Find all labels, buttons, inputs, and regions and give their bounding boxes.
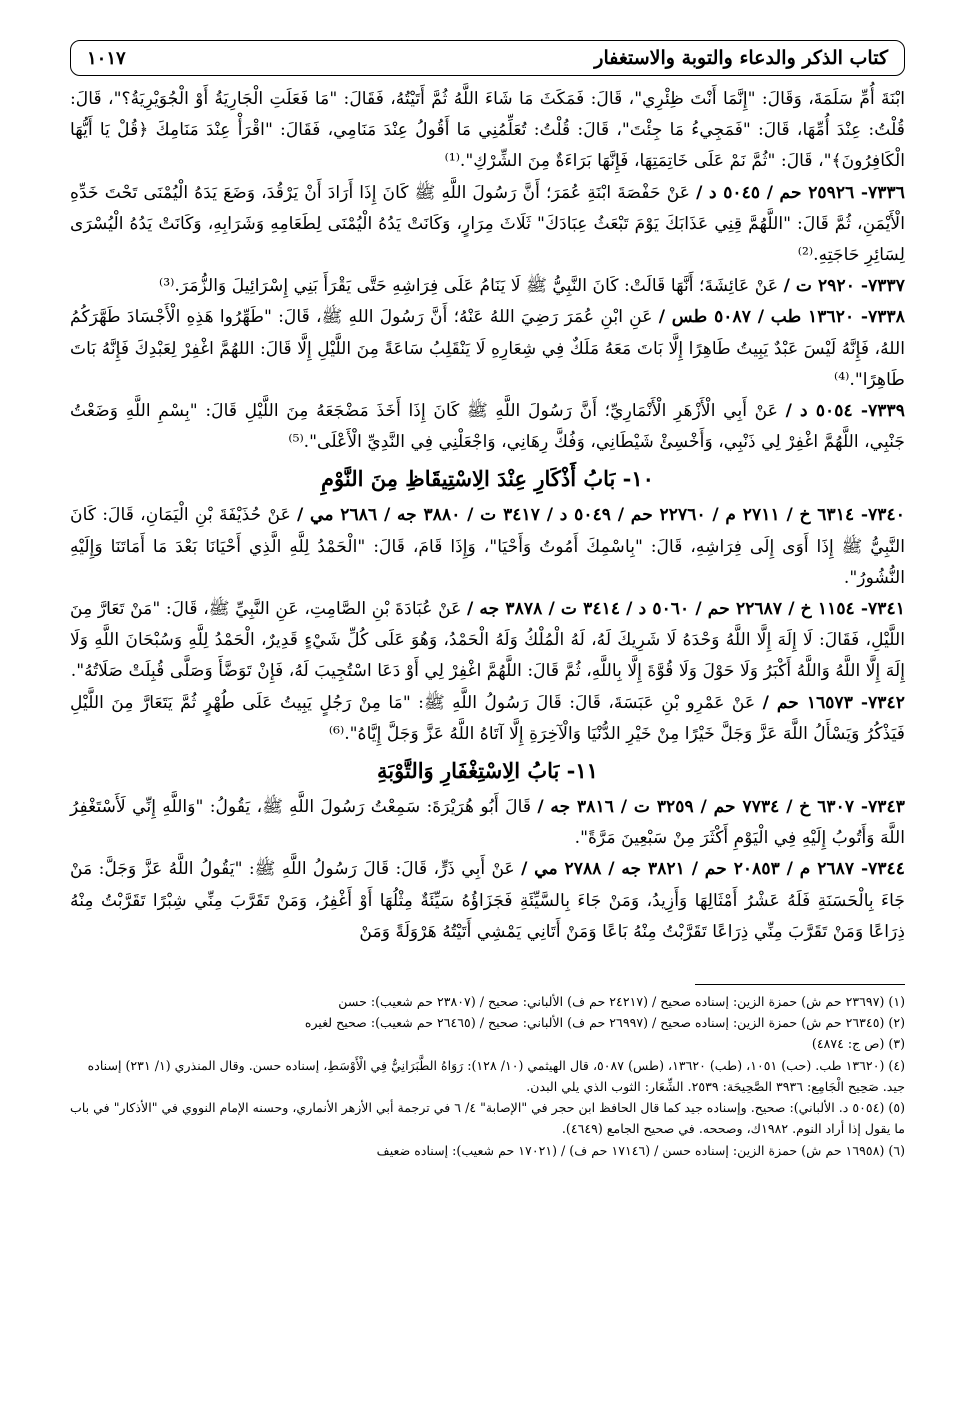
hadith-7336 bbox=[70, 178, 905, 272]
hadith-text: عَنْ أَبِي ذَرٍّ، قَالَ: قَالَ رَسُولُ اللَّهِ ﷺ: "يَقُولُ اللَّهُ عَزَّ وَجَلَّ: مَنْ جَاءَ بِالْحَسَنَةِ فَلَهُ عَشْرُ أَمْثَالِهَا وَأَزِيدُ، وَمَنْ جَاءَ بِالسَّيِّئَةِ فَجَزَاؤُهُ سَيِّئَةٌ مِثْلُهَا أَوْ أَغْفِرُ، وَمَنْ تَقَرَّبَ مِنِّي شِبْرًا تَقَرَّبْتُ مِنْهُ ذِرَاعًا وَمَنْ تَقَرَّبَ مِنِّي ذِرَاعًا تَقَرَّبْتُ مِنْهُ بَاعًا وَمَنْ أَتَانِي يَمْشِي أَتَيْتُهُ هَرْوَلَةً وَمَنْ bbox=[70, 859, 905, 942]
hadith-text: عَنْ حُذَيْفَةَ بْنِ الْيَمَانِ، قَالَ: كَانَ النَّبِيُّ ﷺ إِذَا أَوَى إِلَى فِرَاشِهِ، قَالَ: "بِاسْمِكَ أَمُوتُ وَأَحْيَا"، وَإِذَا قَامَ، قَالَ: "الْحَمْدُ لِلَّهِ الَّذِي أَحْيَانَا بَعْدَ مَا أَمَاتَنَا وَإِلَيْهِ النُّشُورُ". bbox=[70, 505, 905, 588]
hadith-7340 bbox=[70, 500, 905, 594]
footnote-6: (٦) (١٦٩٥٨ حم ش) حمزة الزين: إسناده حسن / (١٧١٤٦ حم ف) / (١٧٠٢١ حم شعيب): إسناده ضعيف bbox=[376, 1142, 905, 1158]
hadith-text: عَنْ عَائِشَةَ؛ أَنَّهَا قَالَتْ: كَانَ النَّبِيُّ ﷺ لَا يَنَامُ عَلَى فِرَاشِهِ حَتَّى يَقْرَأَ بَنِي إِسْرَائِيلَ وَالزُّمَرَ.⁽³⁾ bbox=[159, 276, 784, 297]
hadith-text: ابْنَةَ أُمِّ سَلَمَةَ، وَقَالَ: "إِنَّمَا أَنْتَ ظِئْرِي"، قَالَ: فَمَكَثَ مَا شَاءَ اللَّهُ ثُمَّ أَتَيْتُهُ، فَقَالَ: "مَا فَعَلَتِ الْجَارِيَةُ أَوْ الْجُوَيْرِيَةُ؟"، قَالَ: قُلْتُ: عِنْدَ أُمِّهَا، قَالَ: "فَمَجِيءُ مَا جِئْتَ"، قَالَ: قُلْتُ: تُعَلِّمُنِي مَا أَقُولُ عِنْدَ مَنَامِي، فَقَالَ: "اقْرَأْ عِنْدَ مَنَامِكَ ﴿قُلْ يَا أَيُّهَا الْكَافِرُونَ﴾"، قَالَ: "ثُمَّ نَمْ عَلَى خَاتِمَتِهَا، فَإِنَّهَا بَرَاءَةٌ مِنَ الشِّرْكِ".⁽¹⁾ bbox=[70, 89, 905, 172]
page bbox=[70, 40, 905, 1161]
hadith-number: ٧٣٤٠- ٦٣١٤ خ / ٢٧١١ م / ٢٢٧٦٠ حم / ٥٠٤٩ د / ٣٤١٧ ت / ٣٨٨٠ جه / ٢٦٨٦ مي / bbox=[297, 505, 905, 526]
hadith-number: ٧٣٣٧- ٢٩٢٠ ت / bbox=[783, 276, 905, 297]
hadith-7337 bbox=[70, 271, 905, 302]
hadith-text: عَنْ عَمْرِو بْنِ عَبَسَةَ، قَالَ: قَالَ رَسُولُ اللَّهِ ﷺ: "مَا مِنْ رَجُلٍ يَبِيتُ عَلَى طُهْرٍ ثُمَّ يَتَعَارَّ مِنَ اللَّيْلِ فَيَذْكُرُ وَيَسْأَلُ اللَّهَ عَزَّ وَجَلَّ خَيْرًا مِنْ خَيْرِ الدُّنْيَا وَالْآخِرَةِ إِلَّا آتَاهُ اللَّهُ عَزَّ وَجَلَّ إِيَّاهُ".⁽⁶⁾ bbox=[70, 692, 905, 744]
section-10-heading: ١٠- بَابُ أَذْكَارِ عِنْدَ الِاسْتِيقَاظِ مِنَ النَّوْمِ bbox=[321, 466, 654, 492]
hadith-text: عَنْ عُبَادَةَ بْنِ الصَّامِتِ، عَنِ النَّبِيِّ ﷺ، قَالَ: "مَنْ تَعَارَّ مِنَ اللَّيْلِ، فَقَالَ: لَا إِلَهَ إِلَّا اللَّهُ وَحْدَهُ لَا شَرِيكَ لَهُ، لَهُ الْمُلْكُ وَلَهُ الْحَمْدُ، وَهُوَ عَلَى كُلِّ شَيْءٍ قَدِيرٌ، الْحَمْدُ لِلَّهِ وَسُبْحَانَ اللَّهِ وَلَا إِلَهَ إِلَّا اللَّهُ وَاللَّهُ أَكْبَرُ وَلَا حَوْلَ وَلَا قُوَّةَ إِلَّا بِاللَّهِ، ثُمَّ قَالَ: اللَّهُمَّ اغْفِرْ لِي أَوْ دَعَا اسْتُجِيبَ لَهُ، فَإِنْ تَوَضَّأَ وَصَلَّى قُبِلَتْ صَلَاتُهُ". bbox=[70, 599, 905, 682]
hadith-number: ٧٣٣٨- ١٣٦٢٠ طب / ٥٠٨٧ طس / bbox=[658, 307, 905, 328]
footnote-1: (١) (٢٣٦٩٧ حم ش) حمزة الزين: إسناده صحيح / (٢٤٢١٧ حم ف) الألباني: صحيح / (٢٣٨٠٧ حم شعيب): حسن bbox=[338, 994, 905, 1010]
hadith-7343 bbox=[70, 792, 905, 854]
footnotes bbox=[70, 991, 905, 1161]
hadith-7338 bbox=[70, 302, 905, 396]
hadith-continuation bbox=[70, 84, 905, 178]
hadith-number: ٧٣٣٦- ٢٥٩٢٦ حم / ٥٠٤٥ د / bbox=[696, 182, 906, 203]
hadith-text: عَنْ أَبِي الْأَزْهَرِ الْأَنْمَارِيِّ؛ أَنَّ رَسُولَ اللَّهِ ﷺ كَانَ إِذَا أَخَذَ مَضْجَعَهُ مِنَ اللَّيْلِ قَالَ: "بِسْمِ اللَّهِ وَضَعْتُ جَنْبِي، اللَّهُمَّ اغْفِرْ لِي ذَنْبِي، وَأَخْسِئْ شَيْطَانِي، وَفُكَّ رِهَانِي، وَاجْعَلْنِي فِي النَّدِيِّ الْأَعْلَى".⁽⁵⁾ bbox=[70, 401, 905, 453]
footnote-3: (٣) (ص ج: ٤٨٧٤) bbox=[811, 1036, 905, 1052]
footnote-5: (٥) (٥٠٥٤ د. الألباني): صحيح. وإسناده جيد كما قال الحافظ ابن حجر في "الإصابة" ٤/ ٦ في ترجمة أبي الأزهر الأنماري، وحسنه الإمام النووي في "الأذكار" في باب ما يقول إذا أراد النوم. ١٩٨٢ك، وصححه. في صحيح الجامع (٤٦٤٩). bbox=[69, 1100, 905, 1137]
hadith-7341 bbox=[70, 594, 905, 688]
hadith-number: ٧٣٤٤- ٢٦٨٧ م / ٢٠٨٥٣ حم / ٣٨٢١ جه / ٢٧٨٨ مي / bbox=[521, 859, 906, 880]
hadith-number: ٧٣٤٢- ١٦٥٧٣ حم / bbox=[762, 692, 906, 713]
page-number: ١٠١٧ bbox=[87, 47, 126, 69]
hadith-number: ٧٣٣٩- ٥٠٥٤ د / bbox=[785, 401, 905, 422]
page-header bbox=[70, 40, 905, 76]
hadith-number: ٧٣٤١- ١١٥٤ خ / ٢٢٦٨٧ حم / ٥٠٦٠ د / ٣٤١٤ ت / ٣٨٧٨ جه / bbox=[467, 599, 905, 620]
hadith-text: عَنْ حَفْصَةَ ابْنَةِ عُمَرَ؛ أَنَّ رَسُولَ اللَّهِ ﷺ كَانَ إِذَا أَرَادَ أَنْ يَرْقُدَ، وَضَعَ يَدَهُ الْيُمْنَى تَحْتَ خَدِّهِ الْأَيْمَنِ، ثُمَّ قَالَ: "اللَّهُمَّ قِنِي عَذَابَكَ يَوْمَ تَبْعَثُ عِبَادَكَ" ثَلَاثَ مِرَارٍ، وَكَانَتْ يَدُهُ الْيُمْنَى لِطَعَامِهِ وَشَرَابِهِ، وَكَانَتْ يَدُهُ الْيُسْرَى لِسَائِرِ حَاجَتِهِ.⁽²⁾ bbox=[70, 182, 905, 266]
hadith-7342 bbox=[70, 688, 905, 750]
hadith-7344 bbox=[70, 854, 905, 948]
footnote-2: (٢) (٢٦٣٤٥ حم ش) حمزة الزين: إسناده صحيح / (٢٦٩٩٧ حم ف) الألباني: صحيح / (٢٦٤٦٥ حم شعيب): صحيح لغيره bbox=[304, 1015, 905, 1031]
hadith-text: عَنِ ابْنِ عُمَرَ رَضِيَ اللهُ عَنْهُ؛ أَنَّ رَسُولَ اللهِ ﷺ، قَالَ: "طَهِّرُوا هَذِهِ الْأَجْسَادَ طَهَّرَكُمُ اللهُ، فَإِنَّهُ لَيْسَ عَبْدٌ يَبِيتُ طَاهِرًا إِلَّا بَاتَ مَعَهُ مَلَكٌ فِي شِعَارِهِ لَا يَنْقَلِبُ سَاعَةً مِنَ اللَّيْلِ إِلَّا قَالَ: اللهُمَّ اغْفِرْ لِعَبْدِكَ فَإِنَّهُ بَاتَ طَاهِرًا".⁽⁴⁾ bbox=[70, 307, 905, 390]
hadith-number: ٧٣٤٣- ٦٣٠٧ خ / ٧٧٣٤ حم / ٣٢٥٩ ت / ٣٨١٦ جه / bbox=[537, 797, 905, 818]
main-text bbox=[70, 84, 905, 948]
footnote-divider bbox=[695, 984, 905, 985]
book-title: كتاب الذكر والدعاء والتوبة والاستغفار bbox=[594, 47, 888, 69]
hadith-text: قَالَ أَبُو هُرَيْرَةَ: سَمِعْتُ رَسُولَ اللَّهِ ﷺ، يَقُولُ: "وَاللَّهِ إِنِّي لَأَسْتَغْفِرُ اللَّهَ وَأَتُوبُ إِلَيْهِ فِي الْيَوْمِ أَكْثَرَ مِنْ سَبْعِينَ مَرَّةً". bbox=[70, 797, 905, 849]
footnote-4: (٤) (١٣٦٢٠ طب. (حب) ١٠٥١، (طب) ١٣٦٢٠، (طس) ٥٠٨٧، قال الهيثمي (١٠/ ١٢٨): رَوَاهُ الطَّبَرَانِيُّ فِي الْأَوْسَطِ، إسناده حسن. وقال المنذري (١/ ٢٣١) إسناده جيد. صَحِيح الْجَامِع: ٣٩٣٦ الصَّحِيحَة: ٢٥٣٩. الشِّعَار: الثوب الذي يلي البدن. bbox=[87, 1057, 905, 1094]
section-11-heading: ١١- بَابُ الِاسْتِغْفَارِ وَالتَّوْبَةِ bbox=[377, 758, 598, 784]
hadith-7339 bbox=[70, 396, 905, 458]
